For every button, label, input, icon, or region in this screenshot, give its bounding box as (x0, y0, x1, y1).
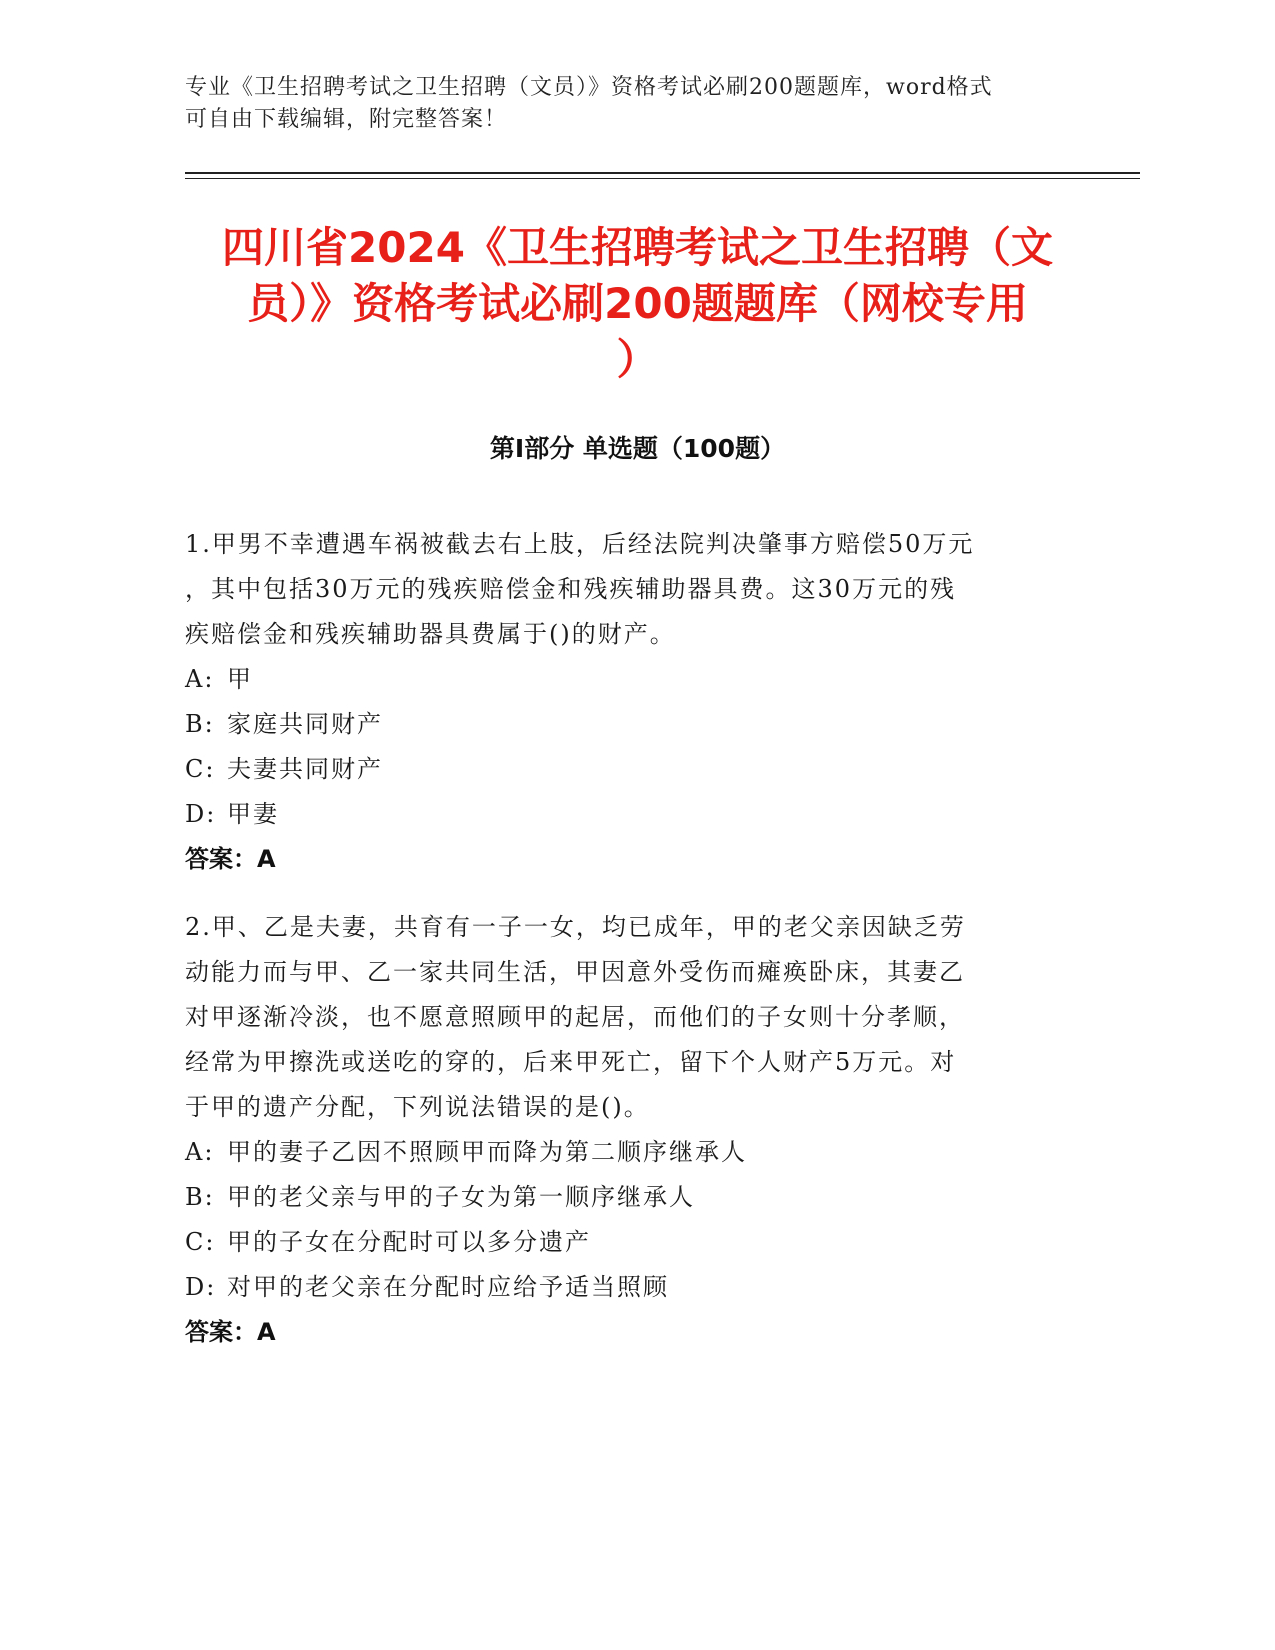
answer-label: 答案：A (185, 1318, 276, 1346)
option-text: 甲的老父亲与甲的子女为第一顺序继承人 (227, 1183, 695, 1211)
question-stem-line: ，其中包括30万元的残疾赔偿金和残疾辅助器具费。这30万元的残 (185, 575, 957, 603)
option-b (185, 702, 1065, 747)
question-stem-line: 经常为甲擦洗或送吃的穿的，后来甲死亡，留下个人财产5万元。对 (185, 1048, 957, 1076)
header-note-line-2: 可自由下载编辑，附完整答案！ (185, 107, 508, 132)
header-divider-thick (185, 172, 1140, 174)
option-text: 甲的妻子乙因不照顾甲而降为第二顺序继承人 (227, 1138, 747, 1166)
option-key: A: (185, 665, 215, 693)
option-c (185, 747, 1065, 792)
option-text: 甲的子女在分配时可以多分遗产 (227, 1228, 591, 1256)
question-stem-line: 疾赔偿金和残疾辅助器具费属于()的财产。 (185, 620, 676, 648)
option-text: 对甲的老父亲在分配时应给予适当照顾 (227, 1273, 669, 1301)
option-c (185, 1220, 1065, 1265)
option-a (185, 1130, 1065, 1175)
document-title-line-1: 四川省2024《卫生招聘考试之卫生招聘（文 (222, 223, 1053, 272)
option-text: 甲 (227, 665, 253, 693)
header-note (185, 72, 1085, 136)
option-d (185, 1265, 1065, 1310)
header-note-line-1: 专业《卫生招聘考试之卫生招聘（文员）》资格考试必刷200题题库，word格式 (185, 75, 993, 100)
question-2 (185, 905, 1065, 1355)
answer-label: 答案：A (185, 845, 276, 873)
option-key: A: (185, 1138, 215, 1166)
option-key: C: (185, 755, 216, 783)
document-title-line-2: 员）》资格考试必刷200题题库（网校专用 (247, 279, 1028, 328)
question-stem-line: 1.甲男不幸遭遇车祸被截去右上肢，后经法院判决肇事方赔偿50万元 (185, 530, 975, 558)
question-1 (185, 522, 1065, 882)
question-stem-line: 对甲逐渐冷淡，也不愿意照顾甲的起居，而他们的子女则十分孝顺， (185, 1003, 965, 1031)
option-d (185, 792, 1065, 837)
option-text: 甲妻 (227, 800, 279, 828)
header-divider-thin (185, 178, 1140, 179)
option-text: 家庭共同财产 (227, 710, 383, 738)
option-b (185, 1175, 1065, 1220)
option-key: D: (185, 800, 217, 828)
question-stem-line: 于甲的遗产分配，下列说法错误的是()。 (185, 1093, 650, 1121)
option-key: D: (185, 1273, 217, 1301)
option-a (185, 657, 1065, 702)
option-key: B: (185, 1183, 215, 1211)
document-title-line-3: ） (616, 335, 659, 384)
question-stem-line: 2.甲、乙是夫妻，共育有一子一女，均已成年，甲的老父亲因缺乏劳 (185, 913, 966, 941)
document-title (185, 220, 1090, 388)
option-text: 夫妻共同财产 (227, 755, 383, 783)
option-key: C: (185, 1228, 216, 1256)
section-title: 第Ⅰ部分 单选题（100题） (489, 434, 786, 463)
question-stem-line: 动能力而与甲、乙一家共同生活，甲因意外受伤而瘫痪卧床，其妻乙 (185, 958, 965, 986)
option-key: B: (185, 710, 215, 738)
